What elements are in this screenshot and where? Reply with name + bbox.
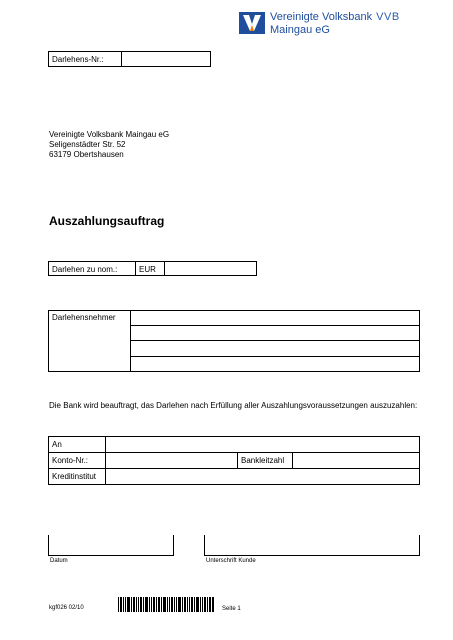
address-line3: 63179 Obertshausen bbox=[49, 150, 124, 159]
loan-amount-label: Darlehen zu nom.: bbox=[52, 265, 118, 274]
institution-label: Kreditinstitut bbox=[52, 472, 97, 481]
instruction-text: Die Bank wird beauftragt, das Darlehen nach Erfüllung aller Auszahlungsvoraussetzungen auszuzahlen: bbox=[49, 401, 418, 410]
recipient-label: An bbox=[52, 440, 62, 449]
currency-label: EUR bbox=[139, 265, 156, 274]
bank-code-label: Bankleitzahl bbox=[241, 456, 285, 465]
logo-line1: Vereinigte Volksbank bbox=[270, 11, 373, 23]
form-code: kgf026 02/10 bbox=[49, 605, 84, 611]
page-title: Auszahlungsauftrag bbox=[49, 214, 165, 228]
address-line2: Seligenstädter Str. 52 bbox=[49, 140, 126, 149]
barcode-icon bbox=[118, 597, 214, 612]
date-label: Datum bbox=[50, 558, 68, 564]
customer-signature-label: Unterschrift Kunde bbox=[206, 558, 256, 564]
volksbank-logo-icon bbox=[239, 12, 265, 34]
bank-address bbox=[49, 130, 169, 160]
logo-line2: Maingau eG bbox=[270, 24, 330, 36]
account-number-label: Konto-Nr.: bbox=[52, 456, 89, 465]
borrower-label: Darlehensnehmer bbox=[52, 313, 116, 322]
page-number: Seite 1 bbox=[222, 606, 241, 612]
logo-abbr: VVB bbox=[376, 11, 400, 23]
loan-number-label: Darlehens-Nr.: bbox=[52, 55, 104, 64]
address-line1: Vereinigte Volksbank Maingau eG bbox=[49, 130, 170, 139]
